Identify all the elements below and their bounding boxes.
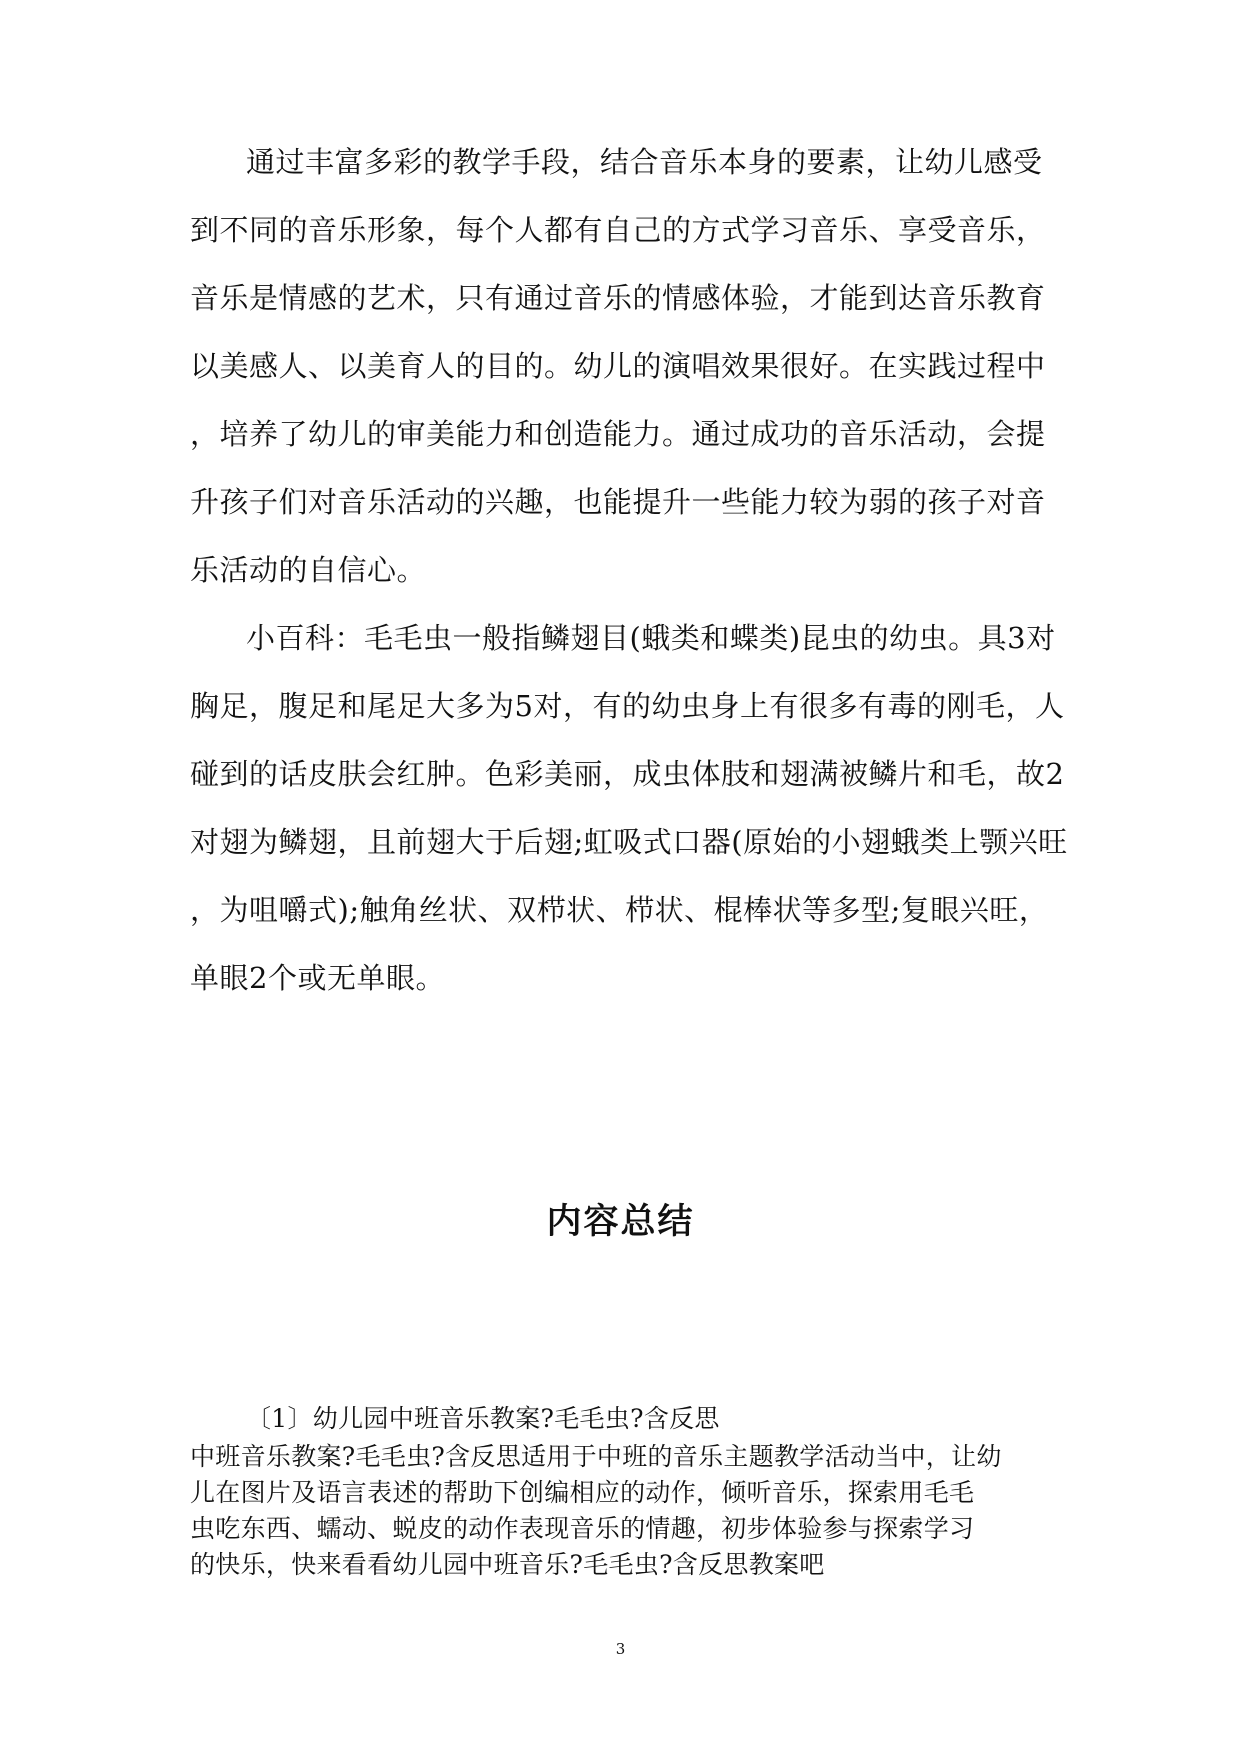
summary-line: 儿在图片及语言表述的帮助下创编相应的动作，倾听音乐，探索用毛毛 [190,1478,975,1507]
page-number: 3 [615,1640,626,1658]
paragraph-line: 乐活动的自信心。 [190,553,427,587]
paragraph-line: 音乐是情感的艺术，只有通过音乐的情感体验，才能到达音乐教育 [190,281,1046,315]
summary-line: 中班音乐教案?毛毛虫?含反思适用于中班的音乐主题教学活动当中，让幼 [190,1442,1002,1471]
paragraph-line: 升孩子们对音乐活动的兴趣，也能提升一些能力较为弱的孩子对音 [190,485,1046,519]
paragraph-line: 以美感人、以美育人的目的。幼儿的演唱效果很好。在实践过程中 [190,349,1046,383]
paragraph-line: ，培养了幼儿的审美能力和创造能力。通过成功的音乐活动，会提 [190,417,1046,451]
paragraph-line: ，为咀嚼式);触角丝状、双栉状、栉状、棍棒状等多型;复眼兴旺， [190,893,1049,927]
paragraph-line: 单眼2个或无单眼。 [190,961,445,995]
summary-line: 〔1〕幼儿园中班音乐教案?毛毛虫?含反思 [246,1404,720,1433]
paragraph-line: 小百科：毛毛虫一般指鳞翅目(蛾类和蝶类)昆虫的幼虫。具3对 [246,621,1056,655]
paragraph-line: 碰到的话皮肤会红肿。色彩美丽，成虫体肢和翅满被鳞片和毛，故2 [190,757,1065,791]
summary-line: 虫吃东西、蠕动、蜕皮的动作表现音乐的情趣，初步体验参与探索学习 [190,1514,975,1543]
paragraph-line: 胸足，腹足和尾足大多为5对，有的幼虫身上有很多有毒的刚毛，人 [190,689,1065,723]
paragraph-line: 通过丰富多彩的教学手段，结合音乐本身的要素，让幼儿感受 [246,145,1043,179]
summary-line: 的快乐，快来看看幼儿园中班音乐?毛毛虫?含反思教案吧 [190,1550,825,1579]
summary-heading: 内容总结 [546,1202,695,1242]
paragraph-line: 到不同的音乐形象，每个人都有自己的方式学习音乐、享受音乐， [190,213,1046,247]
paragraph-line: 对翅为鳞翅，且前翅大于后翅;虹吸式口器(原始的小翅蛾类上颚兴旺 [190,825,1068,859]
